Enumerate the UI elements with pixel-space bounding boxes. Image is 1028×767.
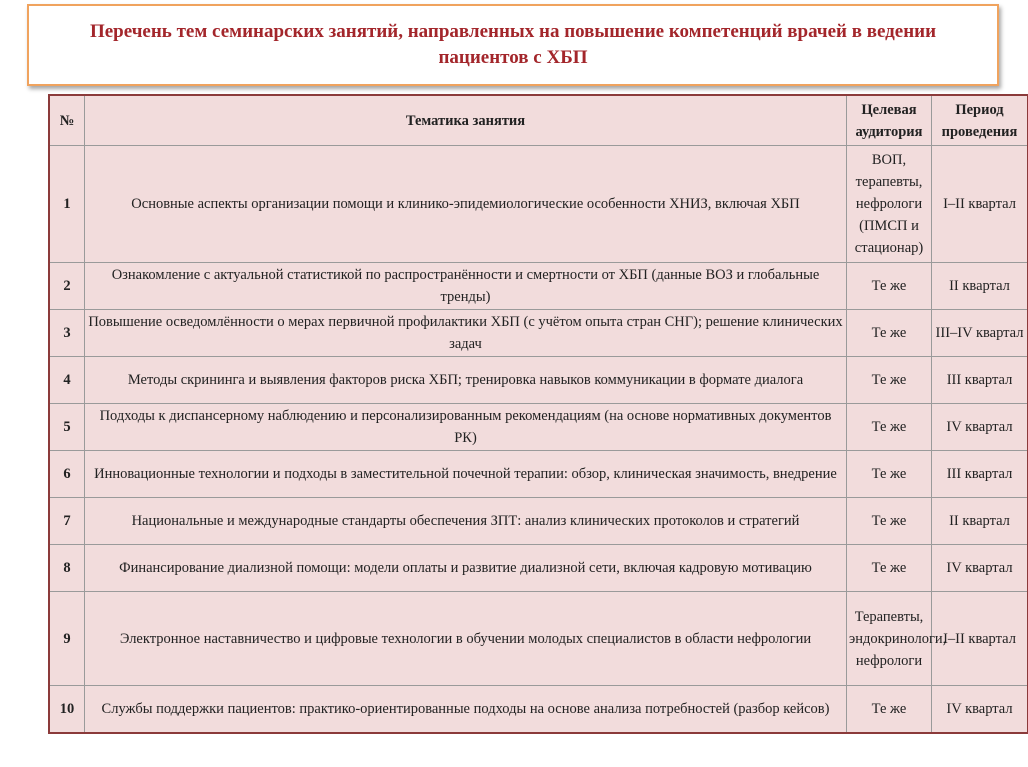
row-num: 3: [50, 310, 85, 357]
row-period: I–II квартал: [932, 592, 1028, 686]
seminar-topics-table: [49, 95, 1028, 733]
header-period: Период проведения: [932, 96, 1028, 146]
page-title: Перечень тем семинарских занятий, направленных на повышение компетенций врачей в ведении пациентов с ХБП: [89, 21, 937, 68]
row-topic: Подходы к диспансерному наблюдению и персонализированным рекомендациям (на основе нормативных документов РК): [85, 404, 847, 451]
row-period: IV квартал: [932, 404, 1028, 451]
row-topic: Инновационные технологии и подходы в заместительной почечной терапии: обзор, клиническая значимость, внедрение: [85, 451, 847, 498]
row-topic: Основные аспекты организации помощи и клинико-эпидемиологические особенности ХНИЗ, включая ХБП: [85, 146, 847, 263]
row-num: 8: [50, 545, 85, 592]
row-period: III квартал: [932, 451, 1028, 498]
row-audience: Те же: [847, 310, 932, 357]
header-audience: Целевая аудитория: [847, 96, 932, 146]
table-row: [50, 498, 1028, 545]
row-audience: Те же: [847, 545, 932, 592]
row-topic: Ознакомление с актуальной статистикой по распространённости и смертности от ХБП (данные ВОЗ и глобальные тренды): [85, 263, 847, 310]
header-num: №: [50, 96, 85, 146]
row-period: III–IV квартал: [932, 310, 1028, 357]
table-row: [50, 592, 1028, 686]
row-topic: Службы поддержки пациентов: практико-ориентированные подходы на основе анализа потребностей (разбор кейсов): [85, 686, 847, 733]
row-audience: Те же: [847, 451, 932, 498]
row-audience: Те же: [847, 498, 932, 545]
row-audience: ВОП, терапевты, нефрологи (ПМСП и стационар): [847, 146, 932, 263]
row-period: II квартал: [932, 263, 1028, 310]
row-topic: Финансирование диализной помощи: модели оплаты и развитие диализной сети, включая кадровую мотивацию: [85, 545, 847, 592]
row-num: 2: [50, 263, 85, 310]
table-row: [50, 310, 1028, 357]
row-num: 5: [50, 404, 85, 451]
title-box: [27, 4, 999, 86]
row-num: 9: [50, 592, 85, 686]
row-num: 4: [50, 357, 85, 404]
table-row: [50, 146, 1028, 263]
table-header-row: [50, 96, 1028, 146]
header-topic: Тематика занятия: [85, 96, 847, 146]
table-row: [50, 686, 1028, 733]
row-audience: Те же: [847, 357, 932, 404]
table-row: [50, 357, 1028, 404]
row-period: I–II квартал: [932, 146, 1028, 263]
row-period: II квартал: [932, 498, 1028, 545]
row-period: IV квартал: [932, 545, 1028, 592]
row-audience: Те же: [847, 404, 932, 451]
row-num: 1: [50, 146, 85, 263]
row-topic: Национальные и международные стандарты обеспечения ЗПТ: анализ клинических протоколов и стратегий: [85, 498, 847, 545]
row-topic: Методы скрининга и выявления факторов риска ХБП; тренировка навыков коммуникации в формате диалога: [85, 357, 847, 404]
row-period: IV квартал: [932, 686, 1028, 733]
table-row: [50, 404, 1028, 451]
row-audience: Терапевты, эндокринологи, нефрологи: [847, 592, 932, 686]
row-num: 10: [50, 686, 85, 733]
row-num: 7: [50, 498, 85, 545]
row-audience: Те же: [847, 686, 932, 733]
row-topic: Повышение осведомлённости о мерах первичной профилактики ХБП (с учётом опыта стран СНГ); решение клинических задач: [85, 310, 847, 357]
row-audience: Те же: [847, 263, 932, 310]
row-period: III квартал: [932, 357, 1028, 404]
table-row: [50, 545, 1028, 592]
row-topic: Электронное наставничество и цифровые технологии в обучении молодых специалистов в области нефрологии: [85, 592, 847, 686]
table-row: [50, 451, 1028, 498]
table-row: [50, 263, 1028, 310]
row-num: 6: [50, 451, 85, 498]
